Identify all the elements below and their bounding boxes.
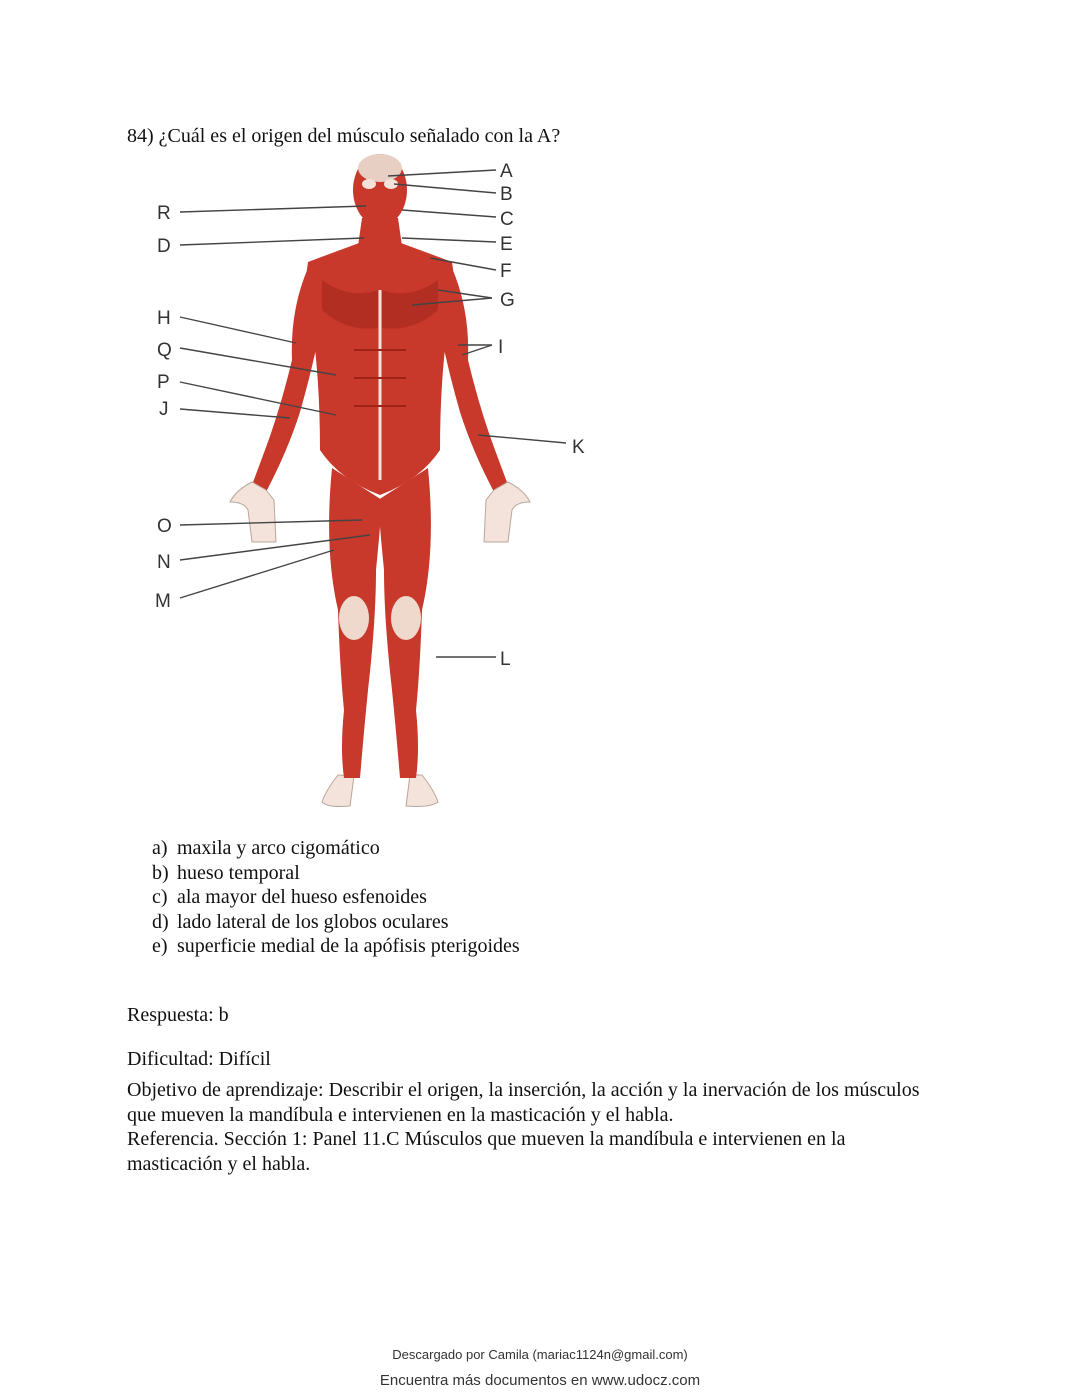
label-l: L [500,649,511,670]
body-illustration [230,154,530,807]
option-text: lado lateral de los globos oculares [177,910,449,933]
option-b [152,861,520,886]
label-r: R [157,203,171,224]
option-text: hueso temporal [177,861,300,884]
question-text: 84) ¿Cuál es el origen del músculo señalado con la A? [127,125,561,147]
option-letter: c) [152,886,168,908]
label-a: A [500,161,513,182]
option-c [152,885,520,910]
label-p: P [157,372,170,393]
option-letter: e) [152,935,168,957]
option-text: superficie medial de la apófisis pterigoides [177,935,520,957]
option-d [152,910,520,935]
answer-options [152,836,520,959]
footer-more-documents: Encuentra más documentos en www.udocz.com [379,1372,701,1389]
option-a [152,836,520,861]
label-n: N [157,552,171,573]
label-k: K [572,437,585,458]
answer-text: Respuesta: b [127,1004,229,1026]
label-f: F [500,261,512,282]
reference-text: Referencia. Sección 1: Panel 11.C Músculos que mueven la mandíbula e intervienen en la masticación y el habla. [127,1128,846,1175]
label-m: M [155,591,171,612]
label-d: D [157,236,171,257]
option-text: maxila y arco cigomático [177,837,380,859]
option-letter: a) [152,837,168,859]
label-c: C [500,209,514,230]
label-i: I [498,337,504,358]
option-e [152,934,520,959]
learning-objective: Objetivo de aprendizaje: Describir el origen, la inserción, la acción y la inervación de los músculos que mueven la mandíbula e intervienen en la masticación y el habla. [127,1079,920,1126]
label-e: E [500,234,513,255]
label-g: G [500,290,515,311]
muscle-diagram [140,150,610,815]
label-b: B [500,184,513,205]
label-q: Q [157,340,172,361]
label-h: H [157,308,171,329]
difficulty-text: Dificultad: Difícil [127,1048,271,1070]
label-o: O [157,516,172,537]
option-letter: d) [152,910,169,933]
option-text: ala mayor del hueso esfenoides [177,886,427,908]
footer-downloaded-by: Descargado por Camila (mariac1124n@gmail.com) [392,1347,688,1362]
label-j: J [159,399,169,420]
option-letter: b) [152,861,169,884]
